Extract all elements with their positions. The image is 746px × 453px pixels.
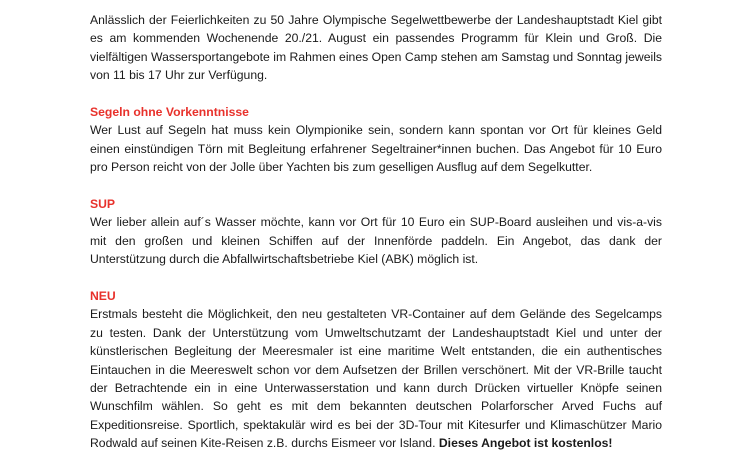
intro-paragraph: Anlässlich der Feierlichkeiten zu 50 Jahre Olympische Segelwettbewerbe der Landeshauptstadt Kiel gibt es am kommenden Wochenende 20./21. August ein passendes Programm für Klein und Groß. Die vielfältigen Wassersportangebote im Rahmen eines Open Camp stehen am Samstag und Sonntag jeweils von 11 bis 17 Uhr zur Verfügung. (90, 13, 662, 83)
section-body-sup: Wer lieber allein auf´s Wasser möchte, kann vor Ort für 10 Euro ein SUP-Board ausleihen und vis-a-vis mit den großen und kleinen Schiffen auf der Innenförde paddeln. Ein Angebot, das dank der Unterstützung durch die Abfallwirtschaftsbetriebe Kiel (ABK) möglich ist. (90, 215, 662, 267)
section-heading-sup: SUP (90, 197, 116, 212)
section-heading-segeln: Segeln ohne Vorkenntnisse (90, 105, 249, 120)
section-body-neu-text: Erstmals besteht die Möglichkeit, den neu gestalteten VR-Container auf dem Gelände des Segelcamps zu testen. Dank der Unterstützung vom Umweltschutzamt der Landeshauptstadt Kiel und unter der künstlerischen Begleitung der Meeresmaler ist eine maritime Welt entstanden, die ein authentisches Eintauchen in die Meereswelt schon vor dem Aufsetzen der Brillen verschönert. Mit der VR-Brille taucht der Betrachtende ein in eine Unterwasserstation und kann durch Drücken virtueller Knöpfe seinen Wunschfilm wählen. So geht es mit dem bekannten deutschen Polarforscher Arved Fuchs auf Expeditionsreise. Sportlich, spektakulär wird es bei der 3D-Tour mit Kitesurfer und Klimaschützer Mario Rodwald auf seinen Kite-Reisen z.B. durchs Eismeer vor Island. (90, 307, 662, 451)
section-heading-neu: NEU (90, 289, 116, 304)
section-body-neu (90, 305, 662, 452)
document-body (90, 11, 662, 453)
section-body-segeln: Wer Lust auf Segeln hat muss kein Olympionike sein, sondern kann spontan vor Ort für kleines Geld einen einstündigen Törn mit Begleitung erfahrener Segeltrainer*innen buchen. Das Angebot für 10 Euro pro Person reicht von der Jolle über Yachten bis zum geselligen Ausflug auf dem Segelkutter. (90, 123, 662, 175)
free-offer-emphasis: Dieses Angebot ist kostenlos! (438, 436, 613, 451)
